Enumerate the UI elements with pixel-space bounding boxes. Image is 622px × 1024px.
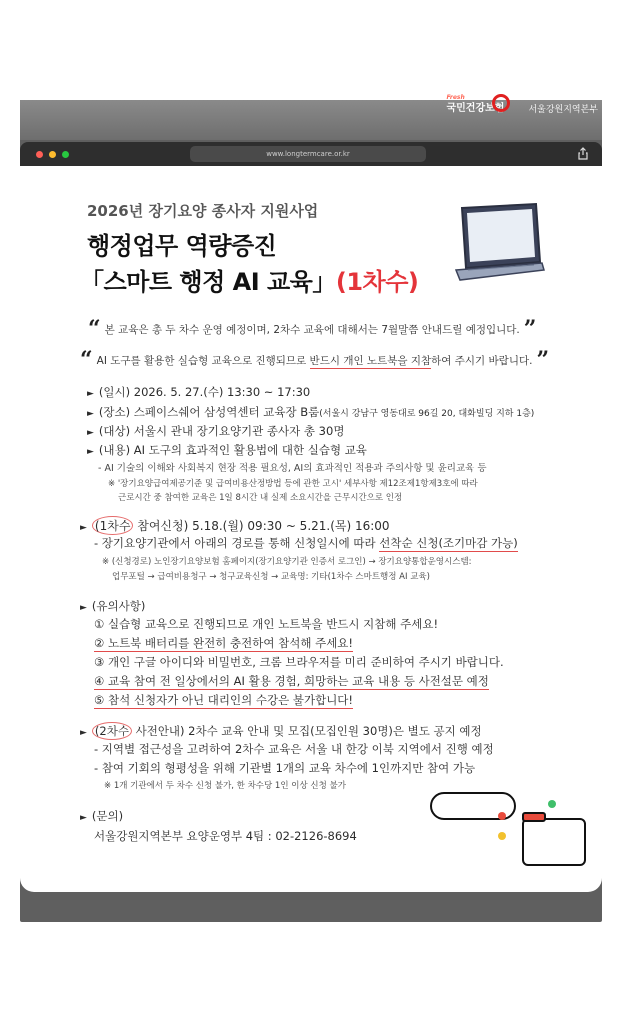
share-icon[interactable] [578, 147, 588, 160]
notice-quote-1 [88, 318, 536, 340]
info-note-line1: ※ '장기요양급여제공기준 및 급여비용산정방법 등에 관한 고시' 세부사항 제12조제1항제3호에 따라 [108, 479, 478, 489]
notice-item: ⑤ 참석 신청자가 아닌 대리인의 수강은 불가합니다! [94, 693, 354, 707]
notice-item: ① 실습형 교육으로 진행되므로 개인 노트북을 반드시 지참해 주세요! [94, 617, 439, 631]
round-2-mark: (2차수 [92, 722, 132, 740]
maximize-window-button[interactable] [62, 151, 69, 158]
close-quote-icon: ” [523, 316, 537, 342]
title-course-name: 「스마트 행정 AI 교육」 [80, 268, 336, 296]
bullet-arrow-icon: ► [80, 523, 87, 533]
logo-text [446, 93, 505, 114]
round2-note: ※ 1개 기관에서 두 차수 신청 불가, 한 차수당 1인 이상 신청 불가 [104, 781, 346, 791]
bullet-arrow-icon: ► [80, 728, 87, 738]
round2-line2: - 참여 기회의 형평성을 위해 기관별 1개의 교육 차수에 1인까지만 참여 가능 [94, 761, 476, 775]
round-1-mark: (1차수 [92, 516, 134, 535]
round2-line1: - 지역별 접근성을 고려하여 2차수 교육은 서울 내 한강 이북 지역에서 진행 예정 [94, 742, 494, 756]
title-round: (1차수) [335, 268, 419, 296]
quote-2-text: AI 도구를 활용한 실습형 교육으로 진행되므로 반드시 개인 노트북을 지참하여 주시기 바랍니다. [96, 354, 533, 367]
laptop-icon [448, 200, 546, 292]
notice-heading: ► (유의사항) [80, 599, 146, 613]
notice-quote-2 [80, 349, 549, 371]
poster-subtitle: 2026년 장기요양 종사자 지원사업 [87, 202, 319, 220]
quote-1-text: 본 교육은 총 두 차수 운영 예정이며, 2차수 교육에 대해서는 7월말쯤 안내드릴 예정입니다. [104, 323, 520, 336]
region-label: 서울강원지역본부 [528, 105, 598, 115]
close-window-button[interactable] [36, 151, 43, 158]
notice-item: ② 노트북 배터리를 완전히 충전하여 참석해 주세요! [94, 636, 354, 650]
minimize-window-button[interactable] [49, 151, 56, 158]
folder-icon [522, 818, 586, 866]
notice-item: ③ 개인 구글 아이디와 비밀번호, 크롬 브라우저를 미리 준비하여 주시기 바랍니다. [94, 655, 504, 669]
folder-tab-shape [522, 812, 546, 822]
logo-name: 국민건강보험 [446, 102, 505, 114]
bullet-arrow-icon: ► [80, 603, 87, 613]
bullet-arrow-icon: ► [87, 409, 94, 419]
first-come-highlight: 선착순 신청(조기마감 가능) [379, 536, 518, 550]
bullet-arrow-icon: ► [80, 813, 87, 823]
poster-title-line1: 행정업무 역량증진 [87, 232, 277, 260]
address-bar[interactable]: www.longtermcare.or.kr [190, 146, 426, 162]
apply-description: - 장기요양기관에서 아래의 경로를 통해 신청일시에 따라 선착순 신청(조기마감 가능) [94, 536, 518, 550]
open-quote-icon: “ [88, 316, 101, 342]
poster-title-line2 [80, 262, 418, 297]
close-quote-icon: ” [536, 347, 550, 373]
decorative-dot [498, 832, 506, 840]
logo-circle-icon [492, 94, 510, 112]
decorative-dot [548, 800, 556, 808]
info-target: ► (대상) 서울시 관내 장기요양기관 종사자 총 30명 [87, 424, 345, 438]
browser-chrome [20, 142, 602, 166]
info-content-detail: - AI 기술의 이해와 사회복지 현장 적용 필요성, AI의 효과적인 적용과 주의사항 및 윤리교육 등 [98, 463, 487, 474]
info-note-line2: 근로시간 중 참여한 교육은 1일 8시간 내 실제 소요시간을 근무시간으로 인정 [118, 493, 403, 503]
notice-item: ④ 교육 참여 전 일상에서의 AI 활용 경험, 희망하는 교육 내용 등 사전설문 예정 [94, 674, 489, 688]
bullet-arrow-icon: ► [87, 428, 94, 438]
decorative-dot [498, 812, 506, 820]
contact-heading: ► (문의) [80, 809, 124, 823]
contact-info: 서울강원지역본부 요양운영부 4팀 : 02-2126-8694 [94, 829, 357, 843]
logo-tagline: Fresh [446, 93, 465, 101]
apply-heading: ► (1차수 참여신청) 5.18.(월) 09:30 ~ 5.21.(목) 16:00 [80, 516, 390, 535]
info-content: ► (내용) AI 도구의 효과적인 활용법에 대한 실습형 교육 [87, 443, 367, 457]
open-quote-icon: “ [80, 347, 93, 373]
round2-heading: ► (2차수 사전안내) 2차수 교육 안내 및 모집(모집인원 30명)은 별도 공지 예정 [80, 724, 482, 738]
apply-path-line2: 업무포털 → 급여비용청구 → 청구교육신청 → 교육명: 기타(1차수 스마트행정 AI 교육) [112, 572, 430, 582]
info-place: ► (장소) 스페이스쉐어 삼성역센터 교육장 B룸(서울시 강남구 영동대로 96길 20, 대화빌딩 지하 1층) [87, 405, 535, 419]
laptop-required-highlight: 반드시 개인 노트북을 지참 [309, 354, 432, 367]
apply-path-line1: ※ (신청경로) 노인장기요양보험 홈페이지(장기요양기관 인증서 로그인) → 장기요양통합운영시스템: [102, 557, 472, 567]
info-date: ► (일시) 2026. 5. 27.(수) 13:30 ~ 17:30 [87, 385, 311, 399]
nhis-logo [446, 93, 598, 115]
bullet-arrow-icon: ► [87, 447, 94, 457]
bullet-arrow-icon: ► [87, 389, 94, 399]
